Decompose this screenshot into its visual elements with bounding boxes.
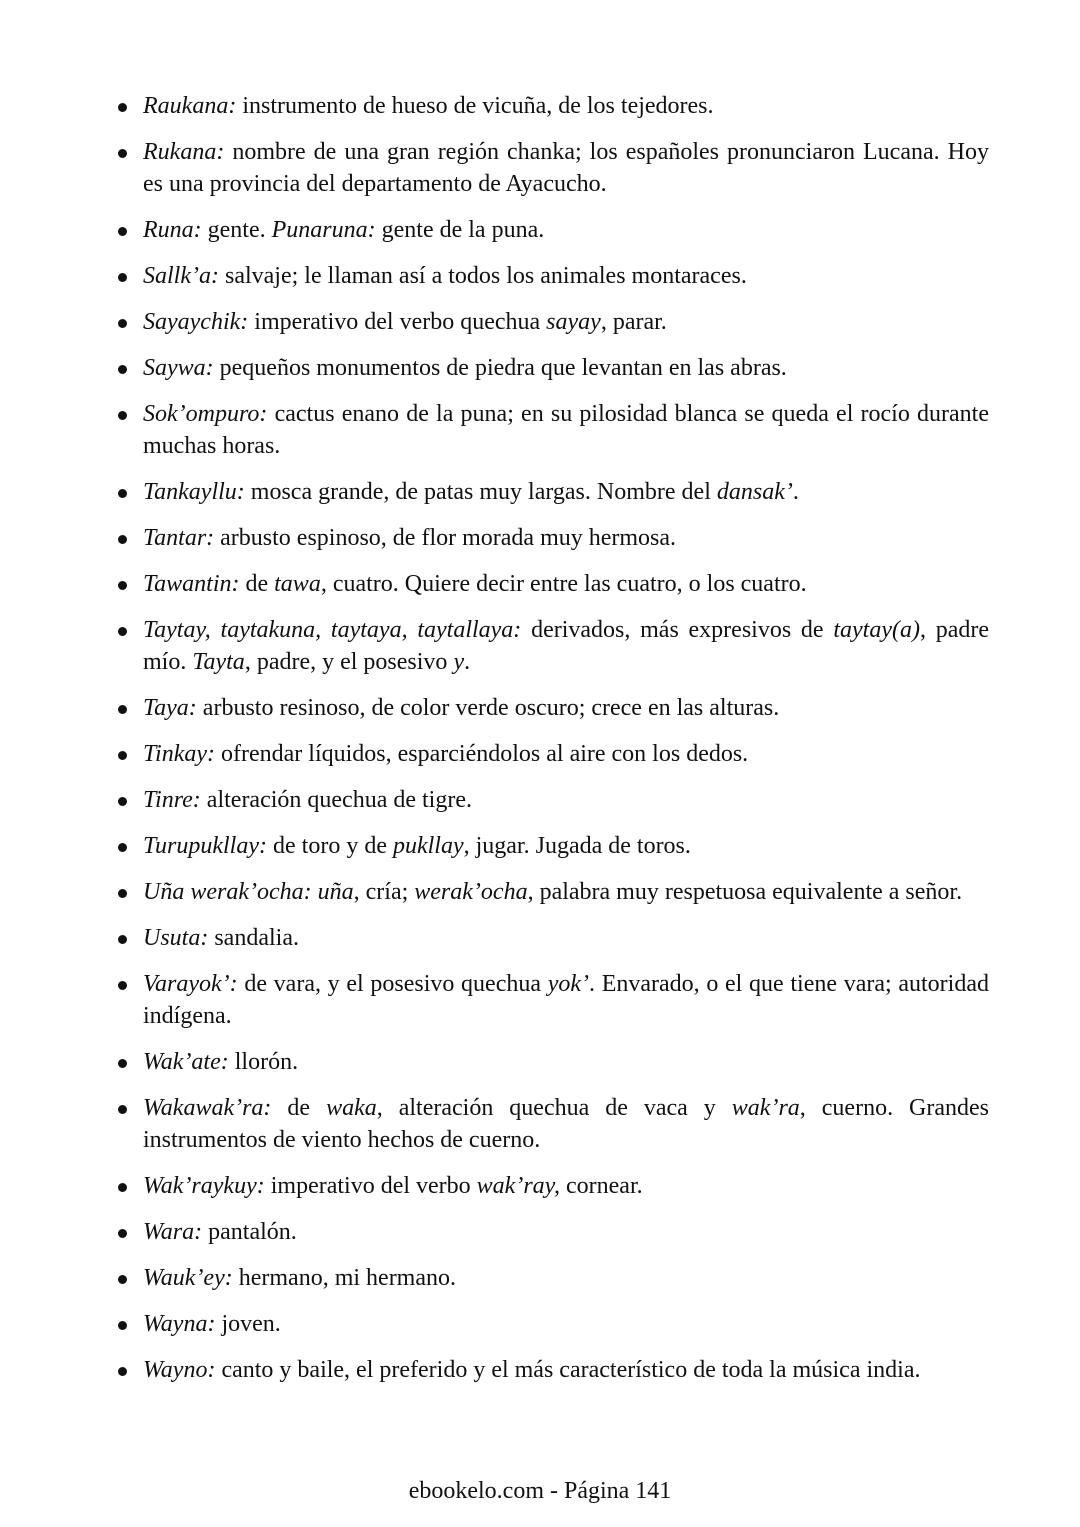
- bullet-icon: [118, 1275, 127, 1284]
- bullet-icon: [118, 705, 127, 714]
- definition-text: de vara, y el posesivo quechua: [237, 971, 548, 997]
- glossary-entry: [143, 830, 989, 862]
- bullet-icon: [118, 581, 127, 590]
- italic-term: Rukana:: [143, 139, 225, 165]
- bullet-icon: [118, 489, 127, 498]
- italic-term: Sallk’a:: [143, 263, 219, 289]
- bullet-icon: [118, 365, 127, 374]
- glossary-entry: [143, 614, 989, 678]
- definition-text: sandalia.: [208, 925, 299, 951]
- definition-text: , cuerno. Grandes instrumentos de viento hechos de cuerno.: [143, 1095, 990, 1153]
- definition-text: hermano, mi hermano.: [232, 1265, 456, 1291]
- definition-text: cornear.: [560, 1173, 643, 1199]
- italic-term: Punaruna:: [271, 217, 376, 243]
- definition-text: llorón.: [228, 1049, 299, 1075]
- glossary-entry: [143, 306, 989, 338]
- glossary-entry: [143, 568, 989, 600]
- italic-term: dansak’: [716, 479, 793, 505]
- definition-text: pantalón.: [202, 1219, 297, 1245]
- italic-term: pukllay: [392, 833, 464, 859]
- glossary-entry: [143, 968, 989, 1032]
- glossary-entry: [143, 260, 989, 292]
- definition-text: imperativo del verbo quechua: [248, 309, 547, 335]
- glossary-entry: [143, 1092, 989, 1156]
- bullet-icon: [118, 1105, 127, 1114]
- italic-term: Wara:: [143, 1219, 203, 1245]
- bullet-icon: [118, 627, 127, 636]
- glossary-entry: [143, 522, 989, 554]
- definition-text: . Envarado, o el que tiene vara; autoridad indígena.: [143, 971, 989, 1029]
- italic-term: taytay(a): [833, 617, 920, 643]
- glossary-entry: [143, 738, 989, 770]
- italic-term: wak’ra: [731, 1095, 800, 1121]
- italic-term: wak’ray,: [476, 1173, 560, 1199]
- definition-text: derivados, más expresivos de: [521, 617, 834, 643]
- definition-text: imperativo del verbo: [264, 1173, 477, 1199]
- italic-term: Uña werak’ocha: uña: [143, 879, 354, 905]
- definition-text: alteración quechua de tigre.: [200, 787, 472, 813]
- glossary-entry: [143, 352, 989, 384]
- page-footer: ebookelo.com - Página 141: [408, 1478, 672, 1504]
- italic-term: waka: [326, 1095, 377, 1121]
- italic-term: tawa: [274, 571, 321, 597]
- italic-term: Sok’ompuro:: [143, 401, 268, 427]
- definition-text: , cría;: [353, 879, 415, 905]
- glossary-entry: [143, 136, 989, 200]
- glossary-entry: [143, 1046, 989, 1078]
- italic-term: Wak’ate:: [143, 1049, 229, 1075]
- definition-text: canto y baile, el preferido y el más característico de toda la música india.: [215, 1357, 921, 1383]
- glossary-entry: [143, 476, 989, 508]
- italic-term: sayay: [546, 309, 601, 335]
- italic-term: Wauk’ey:: [143, 1265, 233, 1291]
- glossary-entry: [143, 1354, 989, 1386]
- bullet-icon: [118, 1321, 127, 1330]
- italic-term: werak’ocha: [414, 879, 528, 905]
- definition-text: pequeños monumentos de piedra que levantan en las abras.: [213, 355, 787, 381]
- definition-text: de toro y de: [267, 833, 393, 859]
- bullet-icon: [118, 1183, 127, 1192]
- glossary-entry: [143, 90, 989, 122]
- italic-term: Tawantin:: [143, 571, 240, 597]
- italic-term: Wakawak’ra:: [143, 1095, 272, 1121]
- glossary-entry: [143, 784, 989, 816]
- italic-term: Runa:: [143, 217, 202, 243]
- italic-term: Wak’raykuy:: [143, 1173, 265, 1199]
- definition-text: .: [792, 479, 799, 505]
- definition-text: , palabra muy respetuosa equivalente a señor.: [527, 879, 963, 905]
- glossary-entry: [143, 876, 989, 908]
- definition-text: .: [464, 649, 471, 675]
- bullet-icon: [118, 535, 127, 544]
- glossary-entry: [143, 214, 989, 246]
- bullet-icon: [118, 273, 127, 282]
- glossary-entry: [143, 1262, 989, 1294]
- bullet-icon: [118, 935, 127, 944]
- bullet-icon: [118, 1367, 127, 1376]
- italic-term: yok’: [547, 971, 589, 997]
- glossary-list: [143, 90, 989, 1400]
- italic-term: Saywa:: [143, 355, 214, 381]
- definition-text: , alteración quechua de vaca y: [376, 1095, 732, 1121]
- definition-text: , padre mío.: [143, 617, 990, 675]
- glossary-entry: [143, 692, 989, 724]
- italic-term: Tantar:: [143, 525, 215, 551]
- definition-text: joven.: [215, 1311, 281, 1337]
- definition-text: de: [271, 1095, 327, 1121]
- italic-term: Usuta:: [143, 925, 209, 951]
- italic-term: Taya:: [143, 695, 197, 721]
- definition-text: instrumento de hueso de vicuña, de los tejedores.: [236, 93, 714, 119]
- bullet-icon: [118, 1059, 127, 1068]
- definition-text: nombre de una gran región chanka; los españoles pronunciaron Lucana. Hoy es una provincia del departamento de Ayacucho.: [143, 139, 989, 197]
- italic-term: Wayno:: [143, 1357, 216, 1383]
- definition-text: salvaje; le llaman así a todos los animales montaraces.: [218, 263, 747, 289]
- italic-term: Turupukllay:: [143, 833, 267, 859]
- italic-term: Varayok’:: [143, 971, 238, 997]
- glossary-entry: [143, 1170, 989, 1202]
- glossary-entry: [143, 1308, 989, 1340]
- bullet-icon: [118, 149, 127, 158]
- bullet-icon: [118, 981, 127, 990]
- italic-term: Wayna:: [143, 1311, 216, 1337]
- italic-term: Raukana:: [143, 93, 237, 119]
- bullet-icon: [118, 843, 127, 852]
- italic-term: y: [453, 649, 465, 675]
- glossary-entry: [143, 922, 989, 954]
- definition-text: arbusto resinoso, de color verde oscuro; crece en las alturas.: [196, 695, 780, 721]
- definition-text: cactus enano de la puna; en su pilosidad blanca se queda el rocío durante muchas horas.: [143, 401, 989, 459]
- bullet-icon: [118, 227, 127, 236]
- bullet-icon: [118, 1229, 127, 1238]
- glossary-entry: [143, 398, 989, 462]
- definition-text: gente.: [201, 217, 272, 243]
- italic-term: Tinkay:: [143, 741, 215, 767]
- definition-text: de: [239, 571, 275, 597]
- definition-text: mosca grande, de patas muy largas. Nombre del: [244, 479, 717, 505]
- italic-term: Taytay, taytakuna, taytaya, taytallaya:: [143, 617, 522, 643]
- definition-text: arbusto espinoso, de flor morada muy hermosa.: [214, 525, 677, 551]
- bullet-icon: [118, 797, 127, 806]
- definition-text: , jugar. Jugada de toros.: [463, 833, 691, 859]
- definition-text: , cuatro. Quiere decir entre las cuatro, o los cuatro.: [320, 571, 807, 597]
- italic-term: Tankayllu:: [143, 479, 245, 505]
- italic-term: Tinre:: [143, 787, 201, 813]
- bullet-icon: [118, 751, 127, 760]
- definition-text: ofrendar líquidos, esparciéndolos al aire con los dedos.: [215, 741, 749, 767]
- bullet-icon: [118, 411, 127, 420]
- definition-text: , parar.: [600, 309, 667, 335]
- definition-text: , padre, y el posesivo: [244, 649, 454, 675]
- glossary-entry: [143, 1216, 989, 1248]
- italic-term: Sayaychik:: [143, 309, 249, 335]
- bullet-icon: [118, 319, 127, 328]
- definition-text: gente de la puna.: [375, 217, 545, 243]
- italic-term: Tayta: [192, 649, 245, 675]
- bullet-icon: [118, 103, 127, 112]
- bullet-icon: [118, 889, 127, 898]
